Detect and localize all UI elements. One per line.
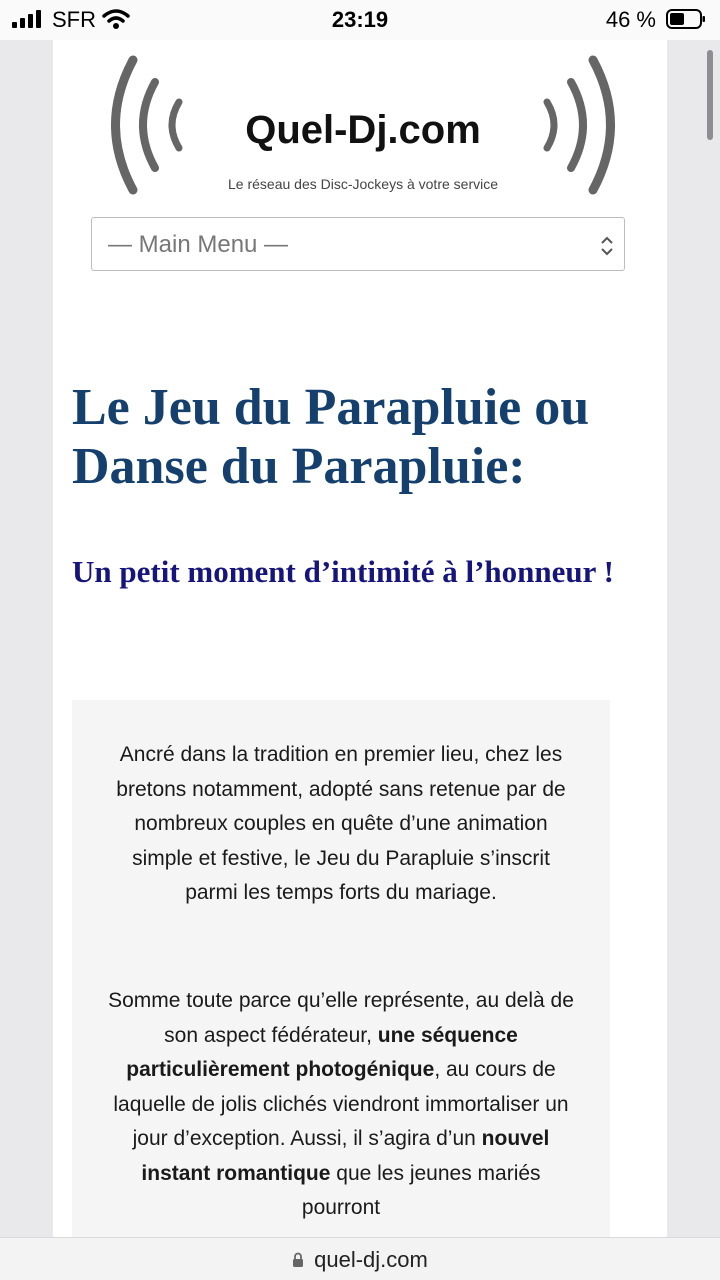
site-logo[interactable] — [103, 50, 623, 200]
paragraph-photogenic — [108, 984, 574, 1226]
logo-title: Quel-Dj.com — [245, 108, 481, 152]
paragraph-text: que les jeunes mariés pourront — [301, 1161, 541, 1219]
article-content — [72, 700, 610, 1240]
status-bar — [0, 0, 720, 40]
paragraph-text: Somme toute parce qu’elle représente, au delà de son aspect fédérateur, — [108, 989, 574, 1047]
paragraph-text: , au cours de laquelle de jolis clichés viendront immortaliser un jour d’exception. Aussi, il s’agira d’un — [113, 1058, 569, 1150]
scrollbar[interactable] — [707, 50, 713, 140]
url-text: quel-dj.com — [314, 1247, 428, 1272]
web-page — [53, 40, 667, 1240]
chevron-updown-icon — [600, 236, 614, 256]
article-subtitle: Un petit moment d’intimité à l’honneur ! — [72, 554, 614, 589]
logo-tagline: Le réseau des Disc-Jockeys à votre service — [228, 176, 498, 192]
clock: 23:19 — [331, 7, 389, 32]
browser-address-bar[interactable] — [0, 1237, 720, 1280]
carrier-label: SFR — [52, 7, 96, 32]
battery-percent: 46 % — [605, 7, 656, 32]
paragraph-intro: Ancré dans la tradition en premier lieu, chez les bretons notamment, adopté sans retenue par de nombreux couples en quête d’une animation simple et festive, le Jeu du Parapluie s’inscrit parmi les temps forts du mariage. — [116, 743, 566, 904]
main-menu-label: — Main Menu — — [108, 231, 289, 258]
highlight-romantic: nouvel instant romantique — [141, 1127, 550, 1185]
battery-icon — [666, 9, 706, 29]
main-menu-select[interactable] — [91, 217, 625, 271]
highlight-photogenic: une séquence particulièrement photogénique — [126, 1023, 518, 1081]
article-title: Le Jeu du Parapluie ou Danse du Parapluie: — [72, 379, 590, 495]
lock-icon — [292, 1252, 304, 1268]
